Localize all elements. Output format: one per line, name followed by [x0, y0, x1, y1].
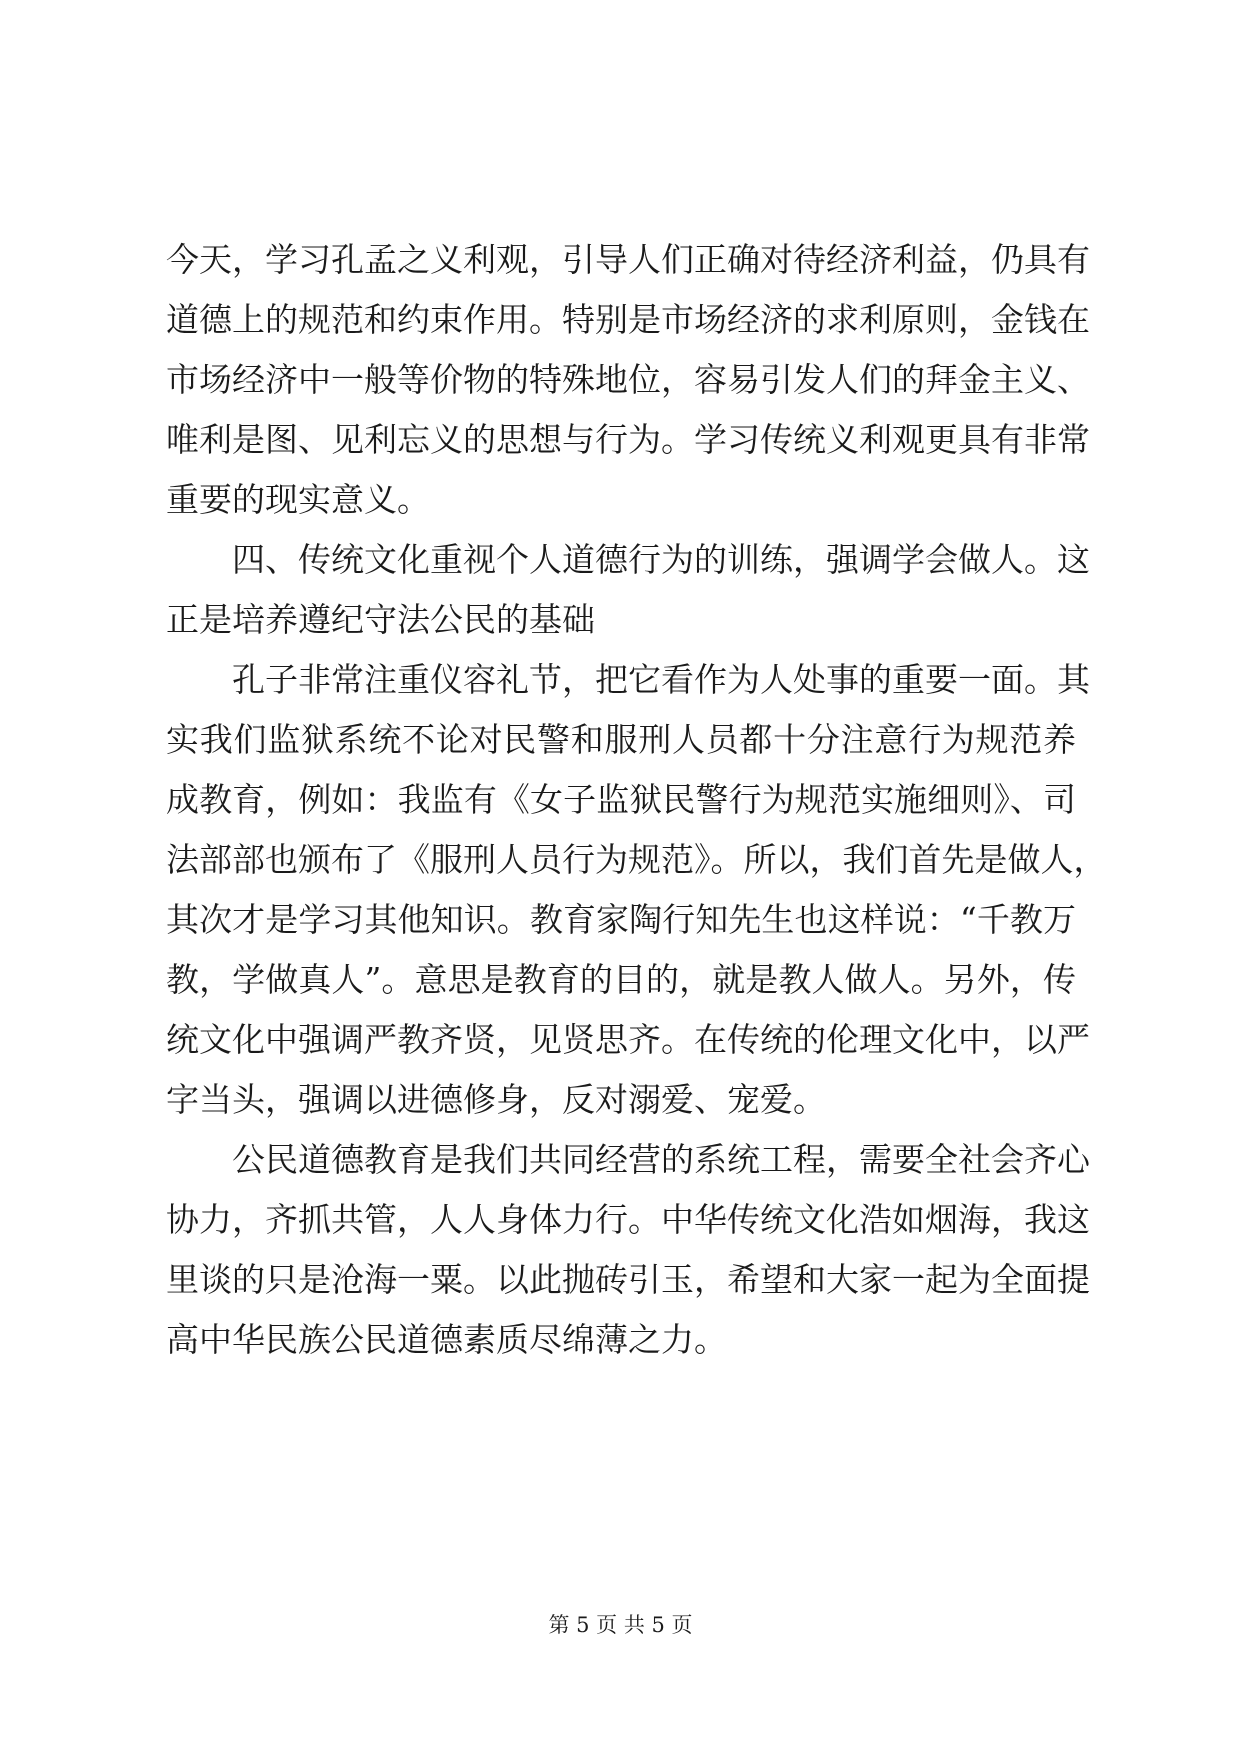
text-line: 教，学做真人”。意思是教育的目的，就是教人做人。另外，传 [166, 960, 1076, 999]
text-line: 重要的现实意义。 [166, 480, 430, 519]
text-line: 实我们监狱系统不论对民警和服刑人员都十分注意行为规范养 [166, 720, 1076, 759]
section-heading-line: 四、传统文化重视个人道德行为的训练，强调学会做人。这 [166, 540, 1090, 579]
section-heading-line: 正是培养遵纪守法公民的基础 [166, 600, 595, 639]
text-line: 高中华民族公民道德素质尽绵薄之力。 [166, 1320, 727, 1359]
text-line: 法部部也颁布了《服刑人员行为规范》。所以，我们首先是做人， [166, 840, 1107, 879]
text-line: 市场经济中一般等价物的特殊地位，容易引发人们的拜金主义、 [166, 360, 1090, 399]
body-text [166, 230, 1107, 1370]
text-line: 今天，学习孔孟之义利观，引导人们正确对待经济利益，仍具有 [166, 240, 1090, 279]
text-line: 唯利是图、见利忘义的思想与行为。学习传统义利观更具有非常 [166, 420, 1090, 459]
text-line: 其次才是学习其他知识。教育家陶行知先生也这样说：“千教万 [166, 900, 1076, 939]
text-line: 字当头，强调以进德修身，反对溺爱、宠爱。 [166, 1080, 826, 1119]
text-line: 孔子非常注重仪容礼节，把它看作为人处事的重要一面。其 [166, 660, 1090, 699]
text-line: 里谈的只是沧海一粟。以此抛砖引玉，希望和大家一起为全面提 [166, 1260, 1090, 1299]
text-line: 协力，齐抓共管，人人身体力行。中华传统文化浩如烟海，我这 [166, 1200, 1090, 1239]
text-line: 统文化中强调严教齐贤，见贤思齐。在传统的伦理文化中，以严 [166, 1020, 1090, 1059]
text-line: 成教育，例如：我监有《女子监狱民警行为规范实施细则》、司 [166, 780, 1076, 819]
page-number-footer: 第 5 页 共 5 页 [548, 1613, 693, 1637]
text-line: 道德上的规范和约束作用。特别是市场经济的求利原则，金钱在 [166, 300, 1090, 339]
text-line: 公民道德教育是我们共同经营的系统工程，需要全社会齐心 [166, 1140, 1090, 1179]
